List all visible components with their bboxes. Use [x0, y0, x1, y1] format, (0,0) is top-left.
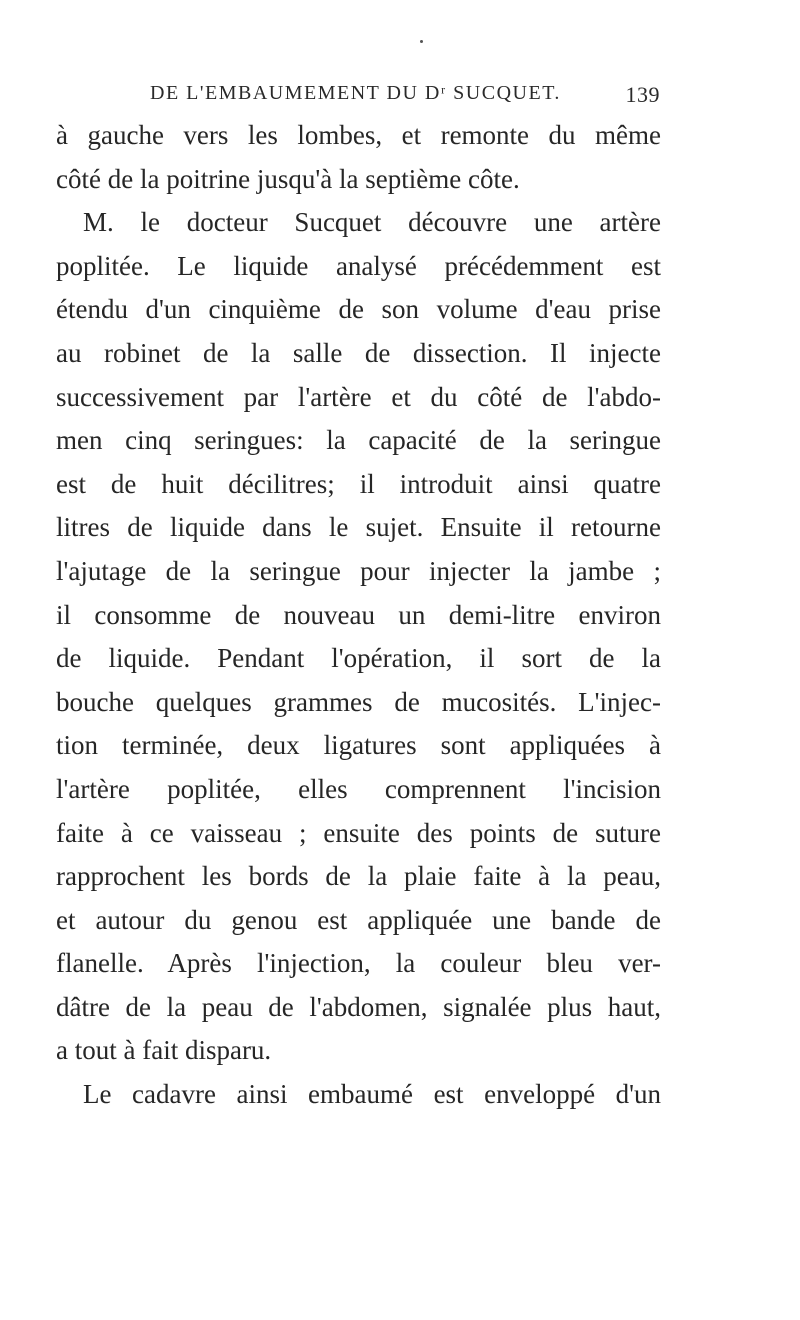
page-header — [150, 82, 660, 112]
text-line: à gauche vers les lombes, et remonte du même — [56, 120, 661, 150]
body-text — [56, 114, 661, 1117]
text-line: l'artère poplitée, elles comprennent l'incision — [56, 773, 661, 804]
text-line: est de huit décilitres; il introduit ainsi quatre — [56, 468, 661, 499]
text-line: successivement par l'artère et du côté de l'abdo- — [56, 381, 661, 412]
print-speck — [420, 40, 423, 43]
text-line: rapprochent les bords de la plaie faite à la peau, — [56, 861, 661, 892]
page-number: 139 — [625, 82, 660, 107]
running-title: DE L'EMBAUMEMENT DU Dʳ SUCQUET. — [150, 82, 561, 104]
text-line: M. le docteur Sucquet découvre une artère — [83, 207, 661, 238]
text-line: l'ajutage de la seringue pour injecter la jambe ; — [56, 555, 661, 586]
text-line: et autour du genou est appliquée une bande de — [56, 904, 661, 935]
text-line: men cinq seringues: la capacité de la seringue — [56, 425, 661, 456]
text-line: bouche quelques grammes de mucosités. L'injec- — [56, 686, 661, 717]
text-line: litres de liquide dans le sujet. Ensuite il retourne — [56, 512, 661, 543]
text-line: dâtre de la peau de l'abdomen, signalée plus haut, — [56, 991, 661, 1022]
text-line: étendu d'un cinquième de son volume d'eau prise — [56, 294, 661, 325]
text-line: tion terminée, deux ligatures sont appliquées à — [56, 730, 661, 761]
text-line: flanelle. Après l'injection, la couleur bleu ver- — [56, 948, 661, 979]
text-line: poplitée. Le liquide analysé précédemment est — [56, 250, 661, 281]
text-line: de liquide. Pendant l'opération, il sort de la — [56, 643, 661, 674]
text-line: au robinet de la salle de dissection. Il injecte — [56, 337, 661, 368]
text-line: il consomme de nouveau un demi-litre environ — [56, 599, 661, 630]
text-line: côté de la poitrine jusqu'à la septième côte. — [56, 163, 520, 194]
text-line: a tout à fait disparu. — [56, 1035, 272, 1066]
text-line: Le cadavre ainsi embaumé est enveloppé d'un — [83, 1079, 661, 1110]
text-line: faite à ce vaisseau ; ensuite des points de suture — [56, 817, 661, 848]
